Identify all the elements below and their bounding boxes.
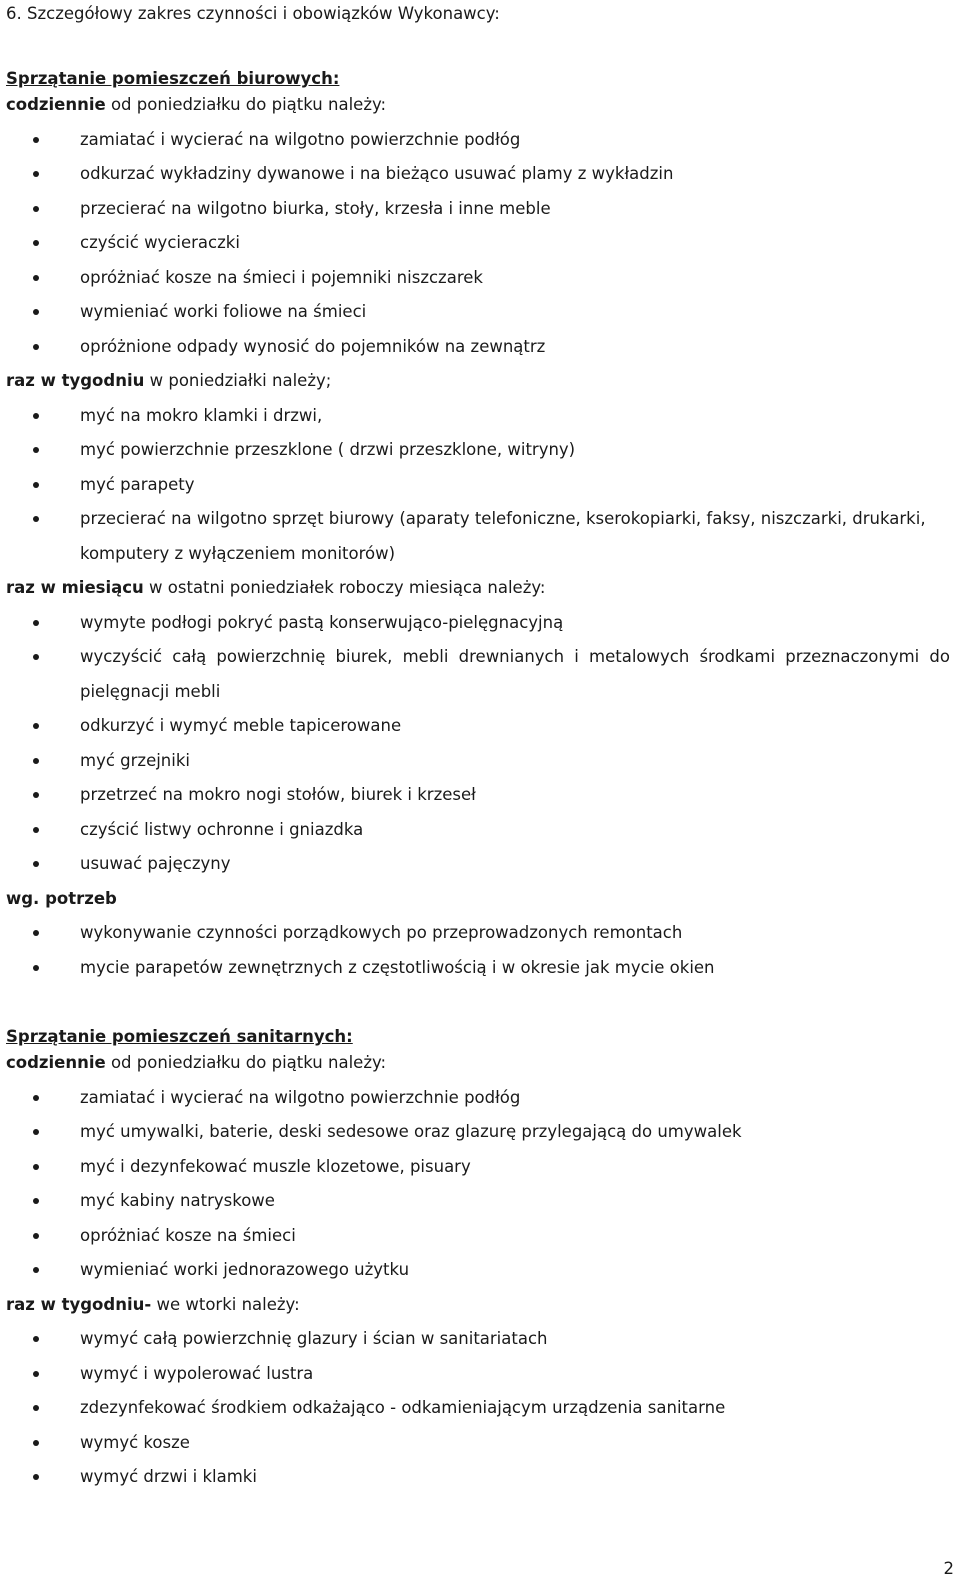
list-item: myć powierzchnie przeszklone ( drzwi przeszklone, witryny) [6,433,950,468]
document-heading: 6. Szczegółowy zakres czynności i obowiązków Wykonawcy: [6,4,500,23]
office-daily-label [6,88,950,123]
list-item: wymyć kosze [6,1426,742,1461]
list-item: myć kabiny natryskowe [6,1184,742,1219]
office-weekly-label [6,364,950,399]
list-item: opróżniać kosze na śmieci [6,1219,742,1254]
office-daily-list [6,123,950,365]
list-item: zdezynfekować środkiem odkażająco - odkamieniającym urządzenia sanitarne [6,1391,742,1426]
list-item: czyścić listwy ochronne i gniazdka [6,813,950,848]
list-item: zamiatać i wycierać na wilgotno powierzchnie podłóg [6,1081,742,1116]
office-section [6,69,950,985]
list-item: odkurzać wykładziny dywanowe i na bieżąco usuwać plamy z wykładzin [6,157,950,192]
list-item: wymieniać worki jednorazowego użytku [6,1253,742,1288]
office-needs-list [6,916,950,985]
office-weekly-rest: w poniedziałki należy; [144,371,332,390]
list-item: myć parapety [6,468,950,503]
sanitary-daily-rest: od poniedziałku do piątku należy: [105,1053,387,1072]
list-item: opróżnione odpady wynosić do pojemników na zewnątrz [6,330,950,365]
list-item: myć na mokro klamki i drzwi, [6,399,950,434]
office-monthly-freq: raz w miesiącu [6,578,144,597]
sanitary-daily-freq: codziennie [6,1053,106,1072]
office-weekly-freq: raz w tygodniu [6,371,145,390]
office-section-title: Sprzątanie pomieszczeń biurowych: [6,69,340,88]
office-needs-freq: wg. potrzeb [6,888,117,908]
list-item: mycie parapetów zewnętrznych z częstotliwością i w okresie jak mycie okien [6,951,950,986]
office-weekly-list [6,399,950,572]
list-item: wymyte podłogi pokryć pastą konserwująco-pielęgnacyjną [6,606,950,641]
list-item: myć i dezynfekować muszle klozetowe, pisuary [6,1150,742,1185]
office-monthly-label [6,571,950,606]
sanitary-weekly-freq: raz w tygodniu- [6,1294,152,1314]
sanitary-weekly-list [6,1322,742,1495]
list-item: wymyć całą powierzchnię glazury i ścian w sanitariatach [6,1322,742,1357]
office-daily-freq: codziennie [6,95,106,114]
list-item: wymyć drzwi i klamki [6,1460,742,1495]
office-needs-label [6,882,950,917]
office-monthly-list [6,606,950,882]
sanitary-daily-label [6,1046,742,1081]
list-item: odkurzyć i wymyć meble tapicerowane [6,709,950,744]
sanitary-weekly-label [6,1288,742,1323]
list-item: zamiatać i wycierać na wilgotno powierzchnie podłóg [6,123,950,158]
list-item: myć grzejniki [6,744,950,779]
list-item: opróżniać kosze na śmieci i pojemniki niszczarek [6,261,950,296]
list-item: przecierać na wilgotno biurka, stoły, krzesła i inne meble [6,192,950,227]
list-item: czyścić wycieraczki [6,226,950,261]
sanitary-section-title: Sprzątanie pomieszczeń sanitarnych: [6,1027,353,1046]
sanitary-section [6,1027,742,1495]
office-monthly-rest: w ostatni poniedziałek roboczy miesiąca należy: [143,578,546,597]
page-number: 2 [943,1559,954,1578]
office-daily-rest: od poniedziałku do piątku należy: [105,95,387,114]
sanitary-weekly-rest: we wtorki należy: [151,1294,300,1314]
sanitary-daily-list [6,1081,742,1288]
list-item: wymyć i wypolerować lustra [6,1357,742,1392]
list-item: przecierać na wilgotno sprzęt biurowy (aparaty telefoniczne, kserokopiarki, faksy, niszczarki, drukarki, komputery z wyłączeniem monitorów) [6,502,950,571]
list-item: przetrzeć na mokro nogi stołów, biurek i krzeseł [6,778,950,813]
list-item: myć umywalki, baterie, deski sedesowe oraz glazurę przylegającą do umywalek [6,1115,742,1150]
list-item: wykonywanie czynności porządkowych po przeprowadzonych remontach [6,916,950,951]
list-item: wymieniać worki foliowe na śmieci [6,295,950,330]
list-item: usuwać pajęczyny [6,847,950,882]
list-item: wyczyścić całą powierzchnię biurek, mebli drewnianych i metalowych środkami przeznaczonymi do pielęgnacji mebli [6,640,950,709]
